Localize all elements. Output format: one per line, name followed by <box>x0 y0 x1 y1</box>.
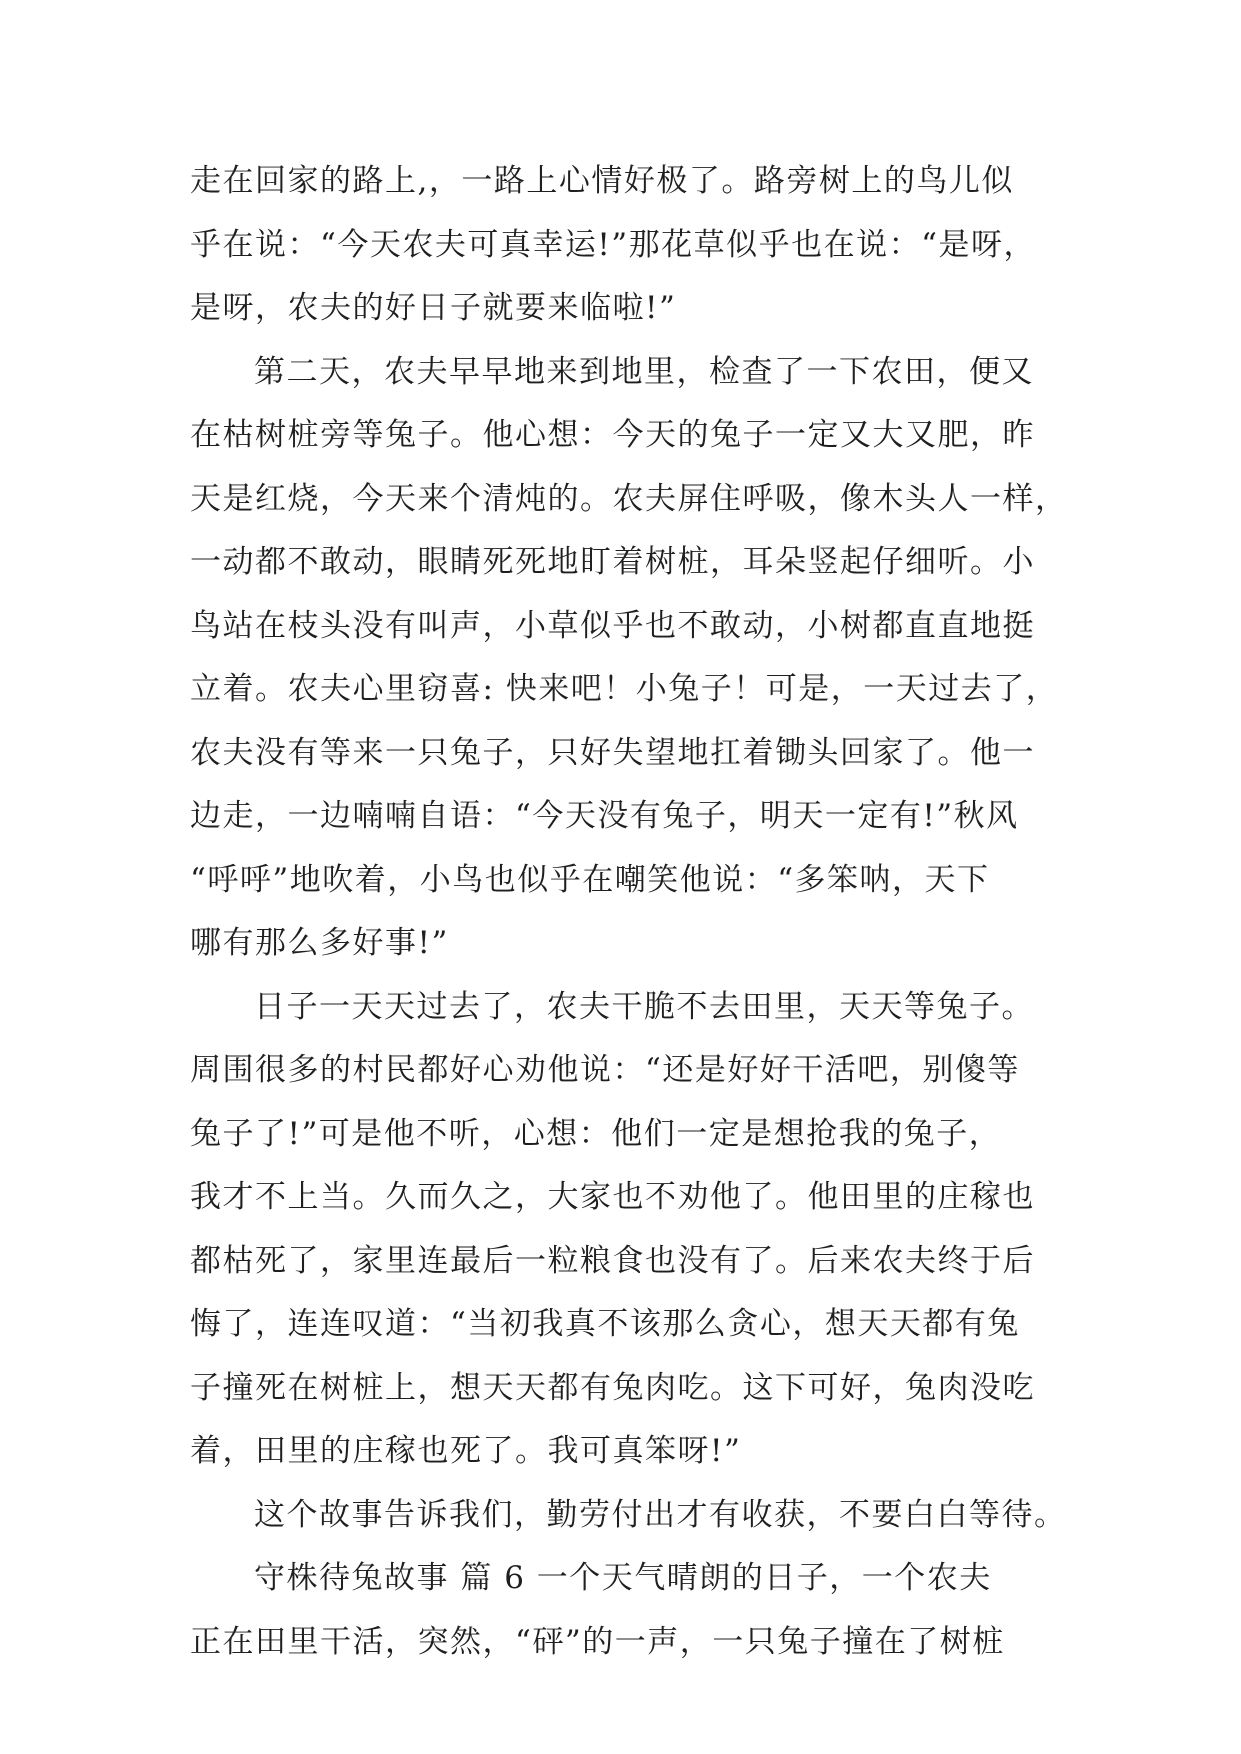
text-line: 天是红烧，今天来个清炖的。农夫屏住呼吸，像木头人一样， <box>190 480 1068 517</box>
text-line: “呼呼”地吹着，小鸟也似乎在嘲笑他说：“多笨呐，天下 <box>190 861 990 898</box>
text-line: 兔子了!”可是他不听，心想：他们一定是想抢我的兔子， <box>190 1115 1002 1152</box>
text-line: 都枯死了，家里连最后一粒粮食也没有了。后来农夫终于后 <box>190 1242 1035 1279</box>
text-line: 走在回家的路上,，一路上心情好极了。路旁树上的鸟儿似 <box>190 163 1014 199</box>
text-line: 着，田里的庄稼也死了。我可真笨呀!” <box>190 1433 742 1469</box>
text-line: 悔了，连连叹道：“当初我真不该那么贪心，想天天都有兔 <box>190 1306 1020 1342</box>
text-line: 乎在说：“今天农夫可真幸运!”那花草似乎也在说：“是呀， <box>190 226 1036 263</box>
text-line: 哪有那么多好事!” <box>190 925 449 961</box>
text-line: 周围很多的村民都好心劝他说：“还是好好干活吧，别傻等 <box>190 1052 1020 1088</box>
text-line: 一动都不敢动，眼睛死死地盯着树桩，耳朵竖起仔细听。小 <box>190 544 1035 580</box>
text-line: 立着。农夫心里窃喜: 快来吧！小兔子！可是，一天过去了， <box>190 671 1059 707</box>
text-line: 正在田里干活，突然，“砰”的一声，一只兔子撞在了树桩 <box>190 1623 1005 1660</box>
text-line: 我才不上当。久而久之，大家也不劝他了。他田里的庄稼也 <box>190 1179 1035 1215</box>
story-text-block <box>190 150 1070 1674</box>
text-line: 鸟站在枝头没有叫声，小草似乎也不敢动，小树都直直地挺 <box>190 607 1035 644</box>
text-line: 是呀，农夫的好日子就要来临啦!” <box>190 290 677 326</box>
text-line: 农夫没有等来一只兔子，只好失望地扛着锄头回家了。他一 <box>190 734 1035 771</box>
text-line: 边走，一边喃喃自语：“今天没有兔子，明天一定有!”秋风 <box>190 798 1019 834</box>
text-line: 子撞死在树桩上，想天天都有兔肉吃。这下可好，兔肉没吃 <box>190 1369 1035 1406</box>
text-line: 日子一天天过去了，农夫干脆不去田里，天天等兔子。 <box>254 988 1034 1025</box>
text-line: 这个故事告诉我们，勤劳付出才有收获，不要白白等待。 <box>254 1496 1067 1533</box>
text-line: 第二天，农夫早早地来到地里，检查了一下农田，便又 <box>254 353 1034 390</box>
text-line: 在枯树桩旁等兔子。他心想：今天的兔子一定又大又肥，昨 <box>190 417 1035 453</box>
text-line: 守株待兔故事 篇 6 一个天气晴朗的日子，一个农夫 <box>254 1560 992 1596</box>
